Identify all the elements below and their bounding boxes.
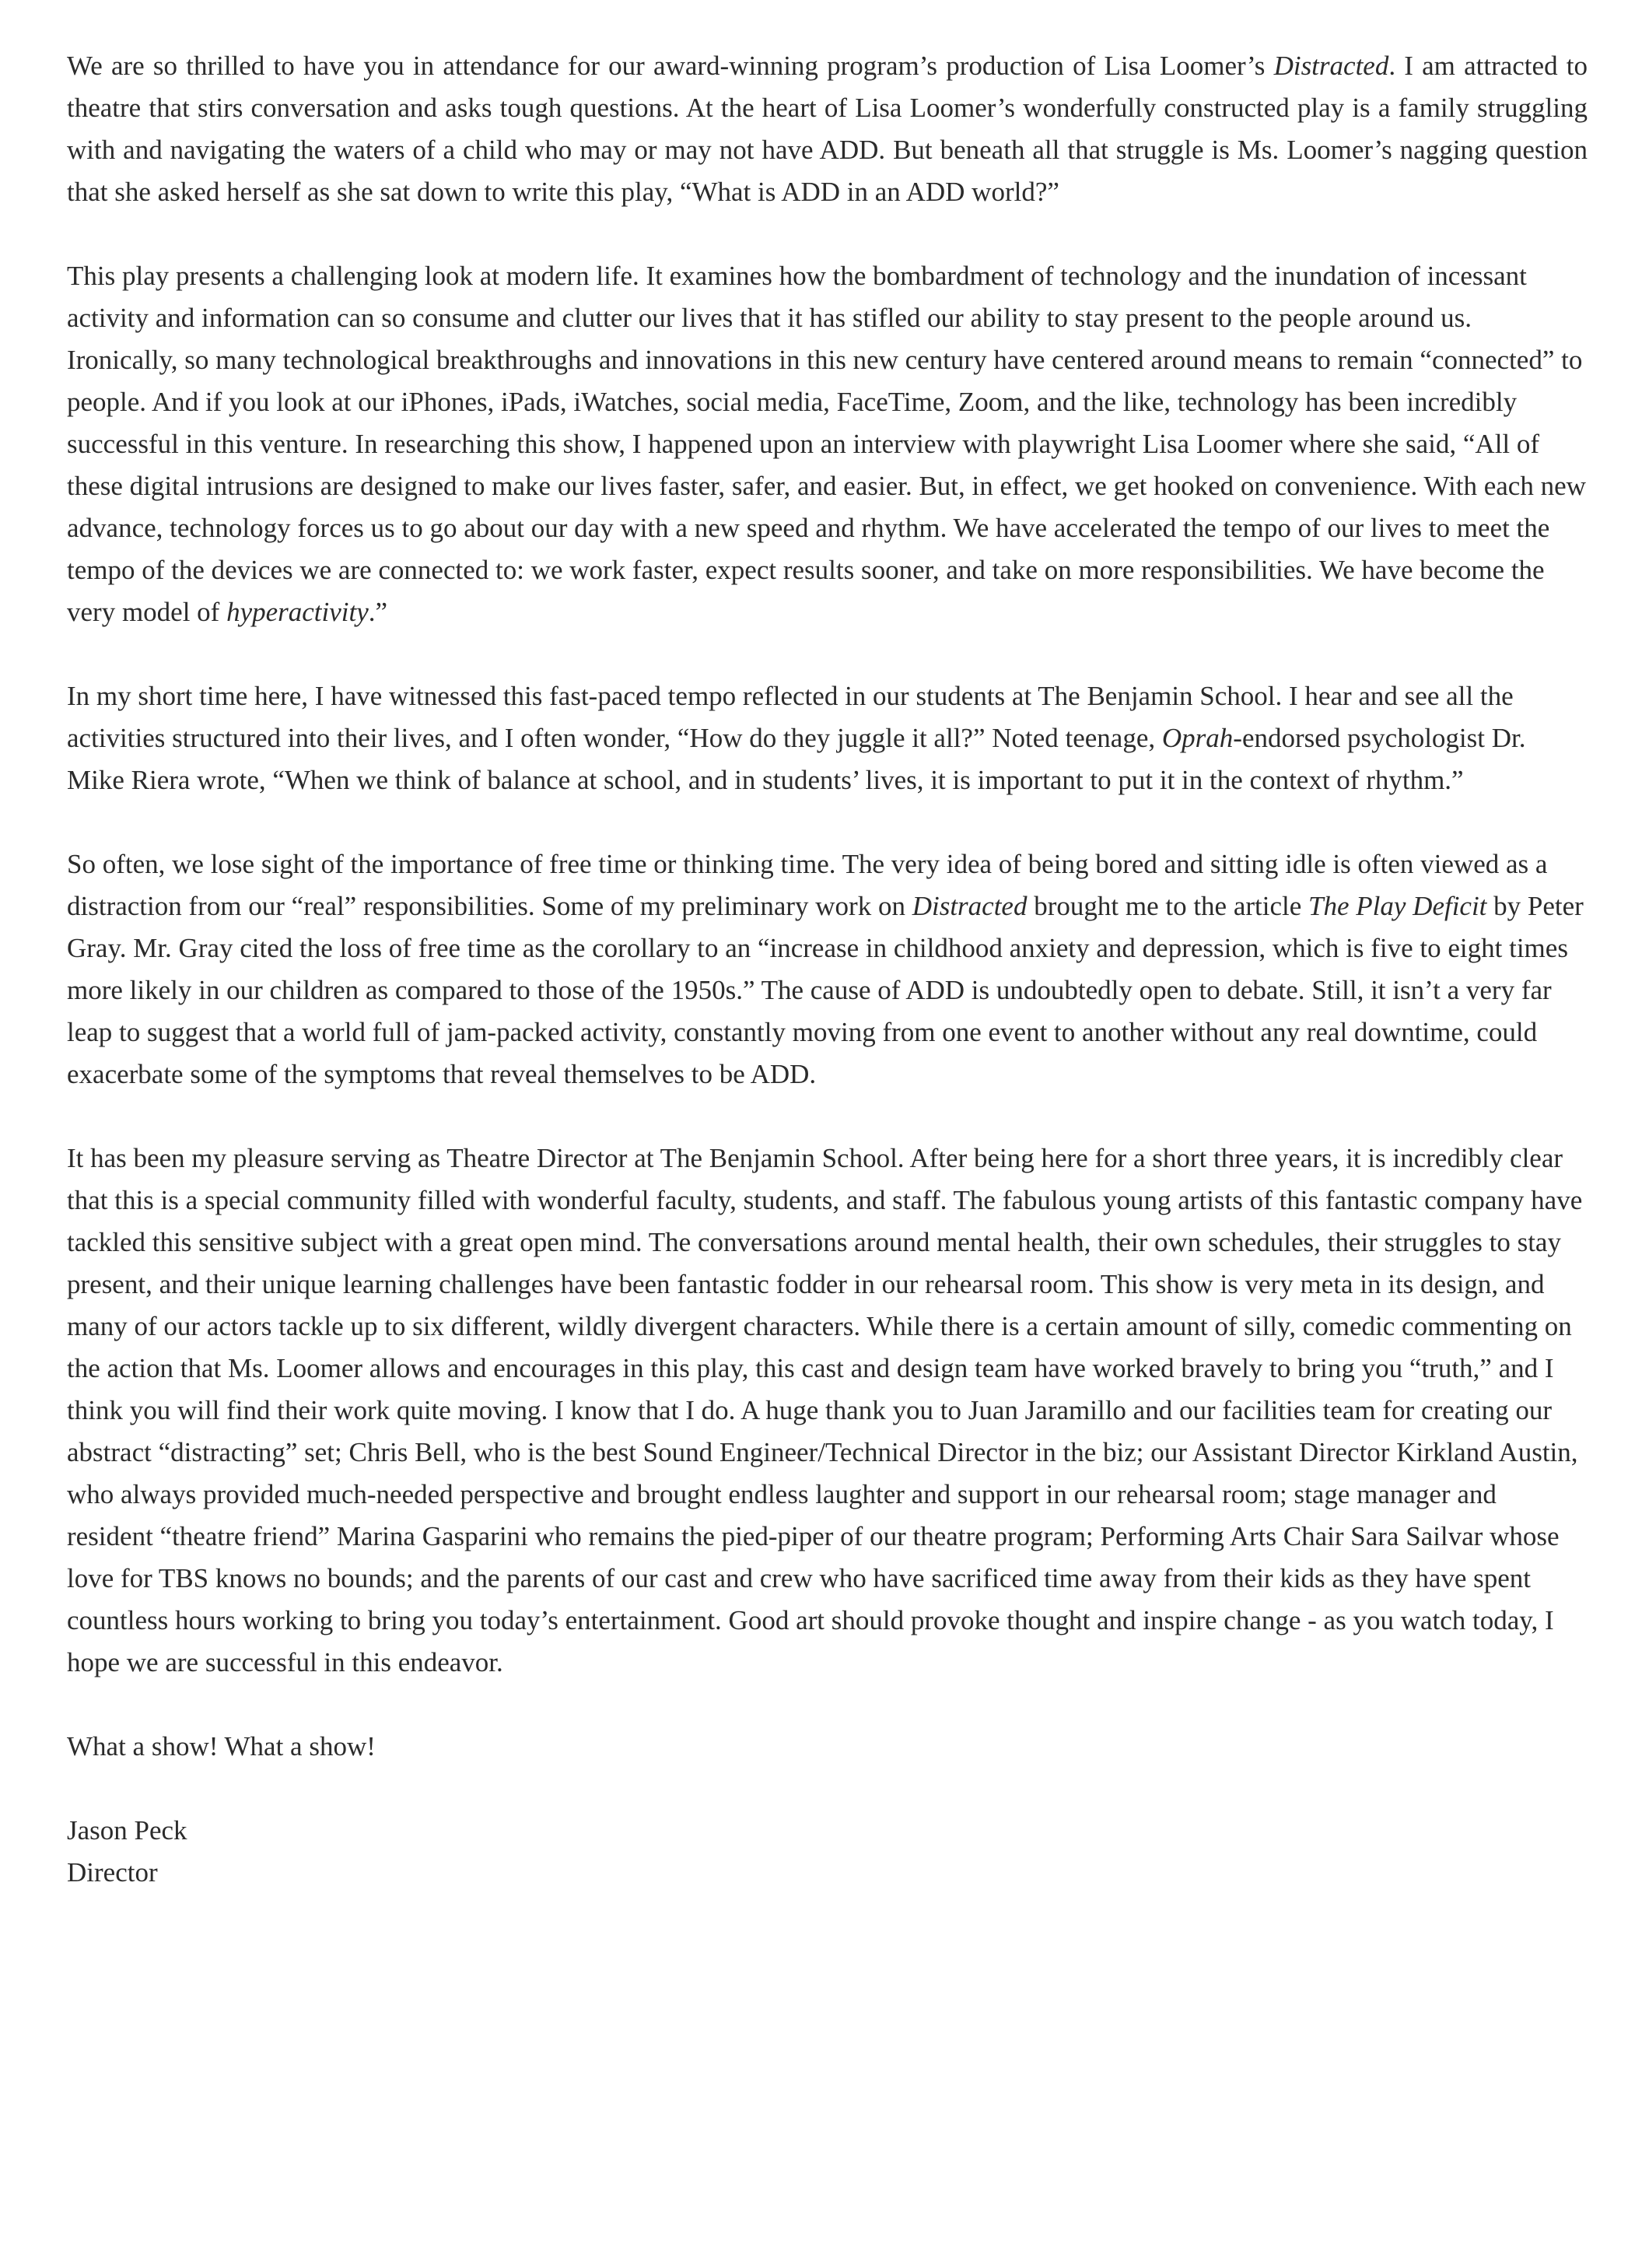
paragraph-free-time-text-2: brought me to the article bbox=[1027, 891, 1309, 921]
directors-note bbox=[67, 45, 1588, 1894]
paragraph-tempo bbox=[67, 675, 1588, 801]
signature-title: Director bbox=[67, 1857, 158, 1888]
paragraph-intro bbox=[67, 45, 1588, 213]
signature-name: Jason Peck bbox=[67, 1815, 187, 1846]
signature-block bbox=[67, 1810, 1588, 1894]
paragraph-intro-text-1: We are so thrilled to have you in attendance for our award-winning program’s production of Lisa Loomer’s bbox=[67, 51, 1274, 81]
paragraph-tempo-text-1: In my short time here, I have witnessed this fast-paced tempo reflected in our students at The Benjamin School. I hear and see all the activities structured into their lives, and I often wonder, “How do they juggle it all?” Noted teenage, bbox=[67, 681, 1514, 753]
article-title-play-deficit: The Play Deficit bbox=[1308, 891, 1487, 921]
paragraph-thanks: It has been my pleasure serving as Theatre Director at The Benjamin School. After being here for a short three years, it is incredibly clear that this is a special community filled with wonderful faculty, students, and staff. The fabulous young artists of this fantastic company have tackled this sensitive subject with a great open mind. The conversations around mental health, their own schedules, their struggles to stay present, and their unique learning challenges have been fantastic fodder in our rehearsal room. This show is very meta in its design, and many of our actors tackle up to six different, wildly divergent characters. While there is a certain amount of silly, comedic commenting on the action that Ms. Loomer allows and encourages in this play, this cast and design team have worked bravely to bring you “truth,” and I think you will find their work quite moving. I know that I do. A huge thank you to Juan Jaramillo and our facilities team for creating our abstract “distracting” set; Chris Bell, who is the best Sound Engineer/Technical Director in the biz; our Assistant Director Kirkland Austin, who always provided much-needed perspective and brought endless laughter and support in our rehearsal room; stage manager and resident “theatre friend” Marina Gasparini who remains the pied-piper of our theatre program; Performing Arts Chair Sara Sailvar whose love for TBS knows no bounds; and the parents of our cast and crew who have sacrificed time away from their kids as they have spent countless hours working to bring you today’s entertainment. Good art should provoke thought and inspire change - as you watch today, I hope we are successful in this endeavor. bbox=[67, 1143, 1583, 1677]
play-title-distracted: Distracted bbox=[1273, 51, 1389, 81]
paragraph-free-time-text-1: So often, we lose sight of the importance of free time or thinking time. The very idea of being bored and sitting idle is often viewed as a distraction from our “real” responsibilities. Some of my preliminary work on bbox=[67, 849, 1548, 921]
paragraph-modern-life bbox=[67, 255, 1588, 633]
paragraph-free-time bbox=[67, 843, 1588, 1095]
hyperactivity-emphasis: hyperactivity bbox=[226, 597, 369, 627]
paragraph-modern-life-text-2: .” bbox=[368, 597, 388, 627]
paragraph-free-time-text-3: by Peter Gray. Mr. Gray cited the loss of free time as the corollary to an “increase in childhood anxiety and depression, which is five to eight times more likely in our children as compared to those of the 1950s.” The cause of ADD is undoubtedly open to debate. Still, it isn’t a very far leap to suggest that a world full of jam-packed activity, constantly moving from one event to another without any real downtime, could exacerbate some of the symptoms that reveal themselves to be ADD. bbox=[67, 891, 1584, 1089]
oprah-emphasis: Oprah bbox=[1161, 723, 1234, 753]
play-title-distracted-2: Distracted bbox=[912, 891, 1028, 921]
paragraph-modern-life-text-1: This play presents a challenging look at modern life. It examines how the bombardment of technology and the inundation of incessant activity and information can so consume and clutter our lives that it has stifled our ability to stay present to the people around us. Ironically, so many technological breakthroughs and innovations in this new century have centered around means to remain “connected” to people. And if you look at our iPhones, iPads, iWatches, social media, FaceTime, Zoom, and the like, technology has been incredibly successful in this venture. In researching this show, I happened upon an interview with playwright Lisa Loomer where she said, “All of these digital intrusions are designed to make our lives faster, safer, and easier. But, in effect, we get hooked on convenience. With each new advance, technology forces us to go about our day with a new speed and rhythm. We have accelerated the tempo of our lives to meet the tempo of the devices we are connected to: we work faster, expect results sooner, and take on more responsibilities. We have become the very model of bbox=[67, 261, 1586, 627]
paragraph-intro-text-2: . I am attracted to theatre that stirs conversation and asks tough questions. At the heart of Lisa Loomer’s wonderfully constructed play is a family struggling with and navigating the waters of a child who may or may not have ADD. But beneath all that struggle is Ms. Loomer’s nagging question that she asked herself as she sat down to write this play, “What is ADD in an ADD world?” bbox=[67, 51, 1588, 207]
closing-line: What a show! What a show! bbox=[67, 1731, 376, 1761]
paragraph-tempo-text-2: -endorsed psychologist Dr. Mike Riera wrote, “When we think of balance at school, and in students’ lives, it is important to put it in the context of rhythm.” bbox=[67, 723, 1526, 795]
